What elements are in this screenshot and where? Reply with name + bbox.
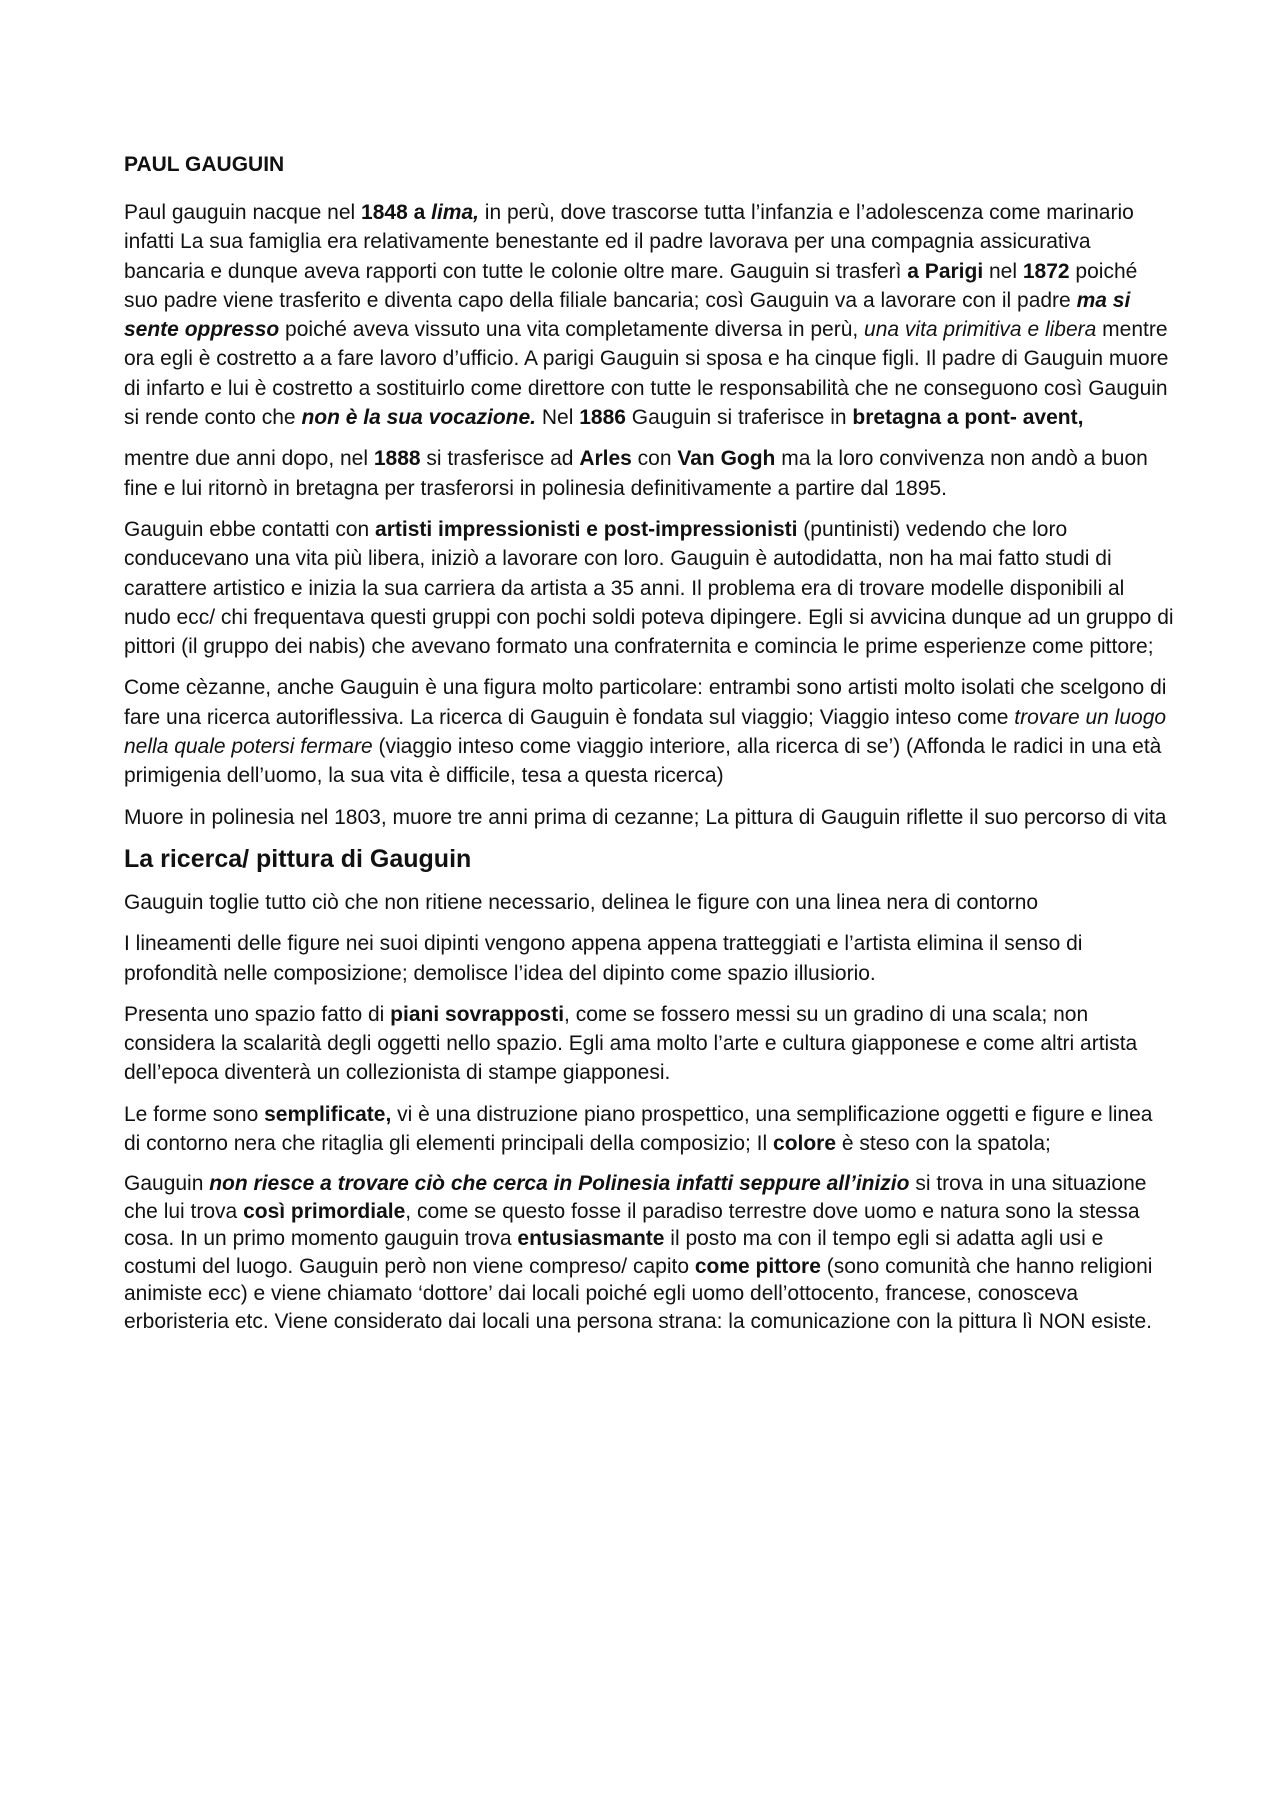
paragraph-depth: I lineamenti delle figure nei suoi dipinti vengono appena appena tratteggiati e l’artista elimina il senso di profondità nelle composizione; demolisce l’idea del dipinto come spazio illusiorio. (124, 932, 1083, 985)
document-title: PAUL GAUGUIN (124, 153, 285, 176)
paragraph-polynesia: Gauguin non riesce a trovare ciò che cerca in Polinesia infatti seppure all’inizio si trova in una situazione che lui trova così primordiale, come se questo fosse il paradiso terrestre dove uomo e natura sono la stessa cosa. In un primo momento gauguin trova entusiasmante il posto ma con il tempo egli si adatta agli usi e costumi del luogo. Gauguin però non viene compreso/ capito come pittore (sono comunità che hanno religioni animiste ecc) e viene chiamato ‘dottore’ dai locali poiché egli uomo dell’ottocento, francese, conosceva erboristeria etc. Viene considerato dai locali una persona strana: la comunicazione con la pittura lì NON esiste. (124, 1172, 1153, 1333)
paragraph-planes: Presenta uno spazio fatto di piani sovrapposti, come se fossero messi su un gradino di una scala; non considera la scalarità degli oggetti nello spazio. Egli ama molto l’arte e cultura giapponese e come altri artista dell’epoca diventerà un collezionista di stampe giapponesi. (124, 1002, 1138, 1085)
section-heading: La ricerca/ pittura di Gauguin (124, 844, 472, 873)
paragraph-contour: Gauguin toglie tutto ciò che non ritiene necessario, delinea le figure con una linea nera di contorno (124, 890, 1039, 914)
paragraph-biography: Paul gauguin nacque nel 1848 a lima, in perù, dove trascorse tutta l’infanzia e l’adolescenza come marinario infatti La sua famiglia era relativamente benestante ed il padre lavorava per una compagnia assicurativa bancaria e dunque aveva rapporti con tutte le colonie oltre mare. Gauguin si trasferì a Parigi nel 1872 poiché suo padre viene trasferito e diventa capo della filiale bancaria; così Gauguin va a lavorare con il padre ma si sente oppresso poiché aveva vissuto una vita completamente diversa in perù, una vita primitiva e libera mentre ora egli è costretto a a fare lavoro d’ufficio. A parigi Gauguin si sposa e ha cinque figli. Il padre di Gauguin muore di infarto e lui è costretto a sostituirlo come direttore con tutte le responsabilità che ne conseguono così Gauguin si rende conto che non è la sua vocazione. Nel 1886 Gauguin si traferisce in bretagna a pont- avent, (124, 201, 1169, 430)
paragraph-arles: mentre due anni dopo, nel 1888 si trasferisce ad Arles con Van Gogh ma la loro convivenza non andò a buon fine e lui ritornò in bretagna per trasferorsi in polinesia definitivamente a partire dal 1895. (124, 447, 1148, 500)
paragraph-death: Muore in polinesia nel 1803, muore tre anni prima di cezanne; La pittura di Gauguin riflette il suo percorso di vita (124, 805, 1167, 829)
paragraph-cezanne: Come cèzanne, anche Gauguin è una figura molto particolare: entrambi sono artisti molto isolati che scelgono di fare una ricerca autoriflessiva. La ricerca di Gauguin è fondata sul viaggio; Viaggio inteso come trovare un luogo nella quale potersi fermare (viaggio inteso come viaggio interiore, alla ricerca di se’) (Affonda le radici in una età primigenia dell’uomo, la sua vita è difficile, tesa a questa ricerca) (124, 676, 1167, 788)
document-page (124, 152, 1174, 1347)
paragraph-forms: Le forme sono semplificate, vi è una distruzione piano prospettico, una semplificazione oggetti e figure e linea di contorno nera che ritaglia gli elementi principali della composizio; Il colore è steso con la spatola; (124, 1102, 1153, 1156)
paragraph-impressionists: Gauguin ebbe contatti con artisti impressionisti e post-impressionisti (puntinisti) vedendo che loro conducevano una vita più libera, iniziò a lavorare con loro. Gauguin è autodidatta, non ha mai fatto studi di carattere artistico e inizia la sua carriera da artista a 35 anni. Il problema era di trovare modelle disponibili al nudo ecc/ chi frequentava questi gruppi con pochi soldi poteva dipingere. Egli si avvicina dunque ad un gruppo di pittori (il gruppo dei nabis) che avevano formato una confraternita e comincia le prime esperienze come pittore; (124, 517, 1174, 659)
